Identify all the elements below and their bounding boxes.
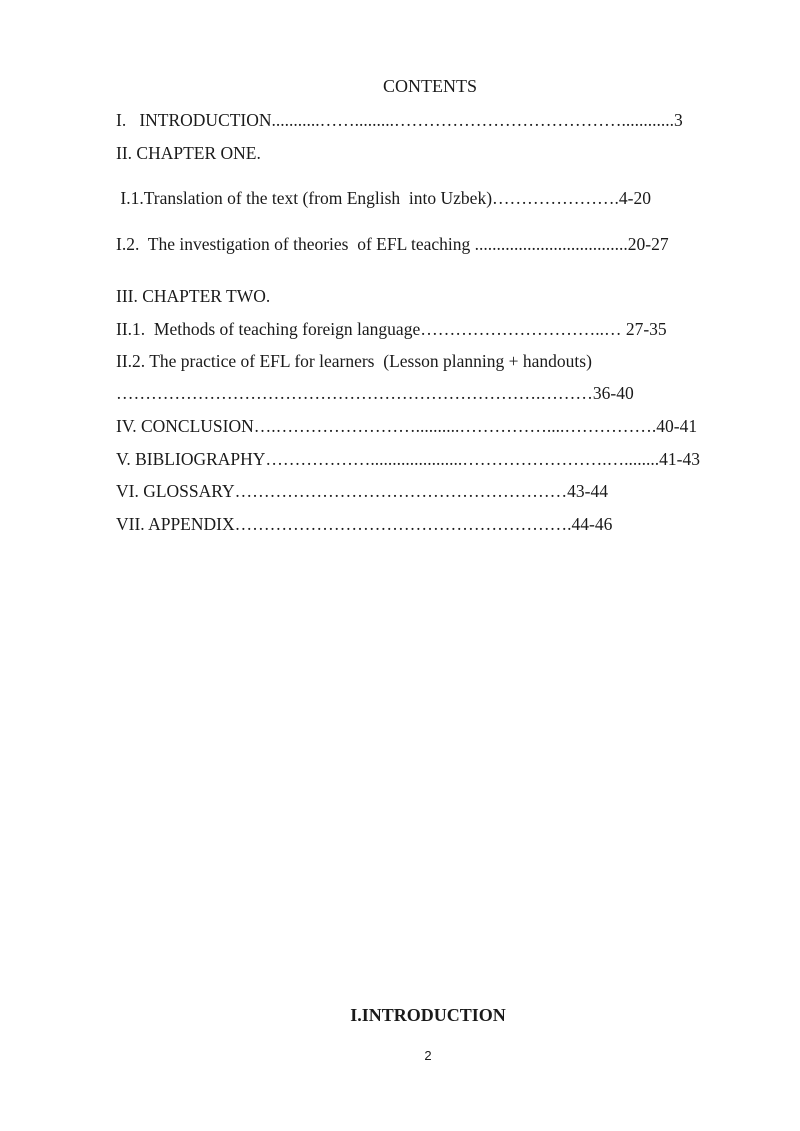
toc-entry-introduction: I. INTRODUCTION...........…….........…………………………………............3 [116, 110, 683, 130]
toc-entry-glossary: VI. GLOSSARY…………………………………………………43-44 [116, 481, 608, 501]
contents-title: CONTENTS [383, 76, 477, 96]
toc-entry-2-2: II.2. The practice of EFL for learners (Lesson planning + handouts) [116, 351, 592, 371]
toc-entry-2-1: II.1. Methods of teaching foreign language…………………………..… 27-35 [116, 319, 667, 339]
toc-entry-conclusion: IV. CONCLUSION….……………………..........……………....…………….40-41 [116, 416, 698, 436]
toc-entry-appendix: VII. APPENDIX………………………………………………….44-46 [116, 514, 613, 534]
toc-entry-1-2: I.2. The investigation of theories of EFL teaching ...................................20-27 [116, 234, 669, 254]
toc-entry-1-1: I.1.Translation of the text (from English into Uzbek)………………….4-20 [116, 188, 651, 208]
page-number: 2 [424, 1048, 432, 1063]
toc-entry-chapter-one: II. CHAPTER ONE. [116, 143, 261, 163]
introduction-heading: I.INTRODUCTION [350, 1005, 506, 1025]
toc-entry-2-2-leader: ……………………………………………………………….………36-40 [116, 383, 634, 403]
toc-entry-bibliography: V. BIBLIOGRAPHY……………….....................…………………….…........41-43 [116, 449, 700, 469]
toc-entry-chapter-two: III. CHAPTER TWO. [116, 286, 271, 306]
